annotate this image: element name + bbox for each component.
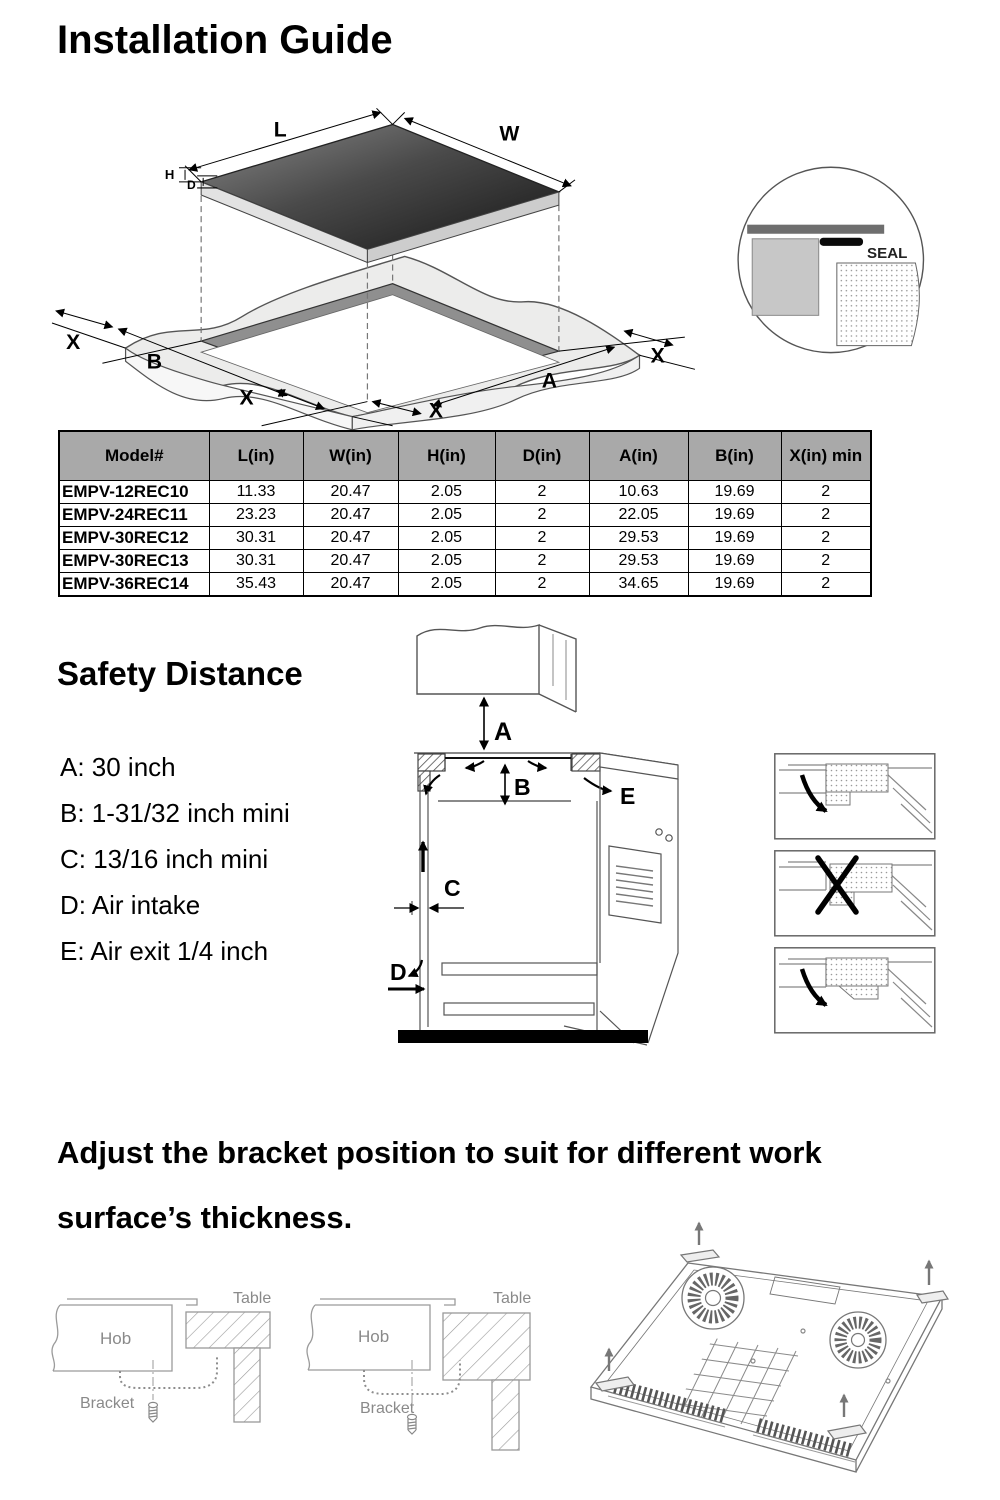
airflow-panel-wrong: [775, 851, 935, 936]
table-cell: 19.69: [688, 550, 781, 573]
table-cell: 2: [781, 527, 871, 550]
table-cross-section: [443, 1313, 530, 1380]
table-cell: 19.69: [688, 527, 781, 550]
table-header-row: [59, 431, 871, 481]
range-hood: [417, 625, 576, 712]
dim-label-x-bottom: X: [428, 399, 444, 423]
table-cell: 34.65: [589, 573, 688, 597]
table-cell: 20.47: [303, 573, 398, 597]
table-cell: 2: [495, 527, 589, 550]
header-cell: L(in): [209, 431, 303, 481]
airflow-panel-correct-2: [775, 948, 935, 1033]
table-cell: 29.53: [589, 550, 688, 573]
model-cell: EMPV-30REC13: [59, 550, 209, 573]
hob-label: Hob: [100, 1329, 132, 1348]
header-cell: A(in): [589, 431, 688, 481]
airflow-detail-panels: [773, 752, 939, 1044]
table-cell: 2: [781, 504, 871, 527]
clearance-label-a: A: [494, 718, 513, 746]
dim-label-h: H: [164, 166, 175, 182]
safety-item-a: A: 30 inch: [60, 752, 176, 782]
table-cell: 2: [781, 550, 871, 573]
table-cell: 2.05: [398, 573, 495, 597]
table-leg-cross-section: [234, 1348, 260, 1422]
clearance-label-c: C: [444, 875, 461, 901]
dim-label-x-bottom-left: X: [239, 386, 254, 410]
safety-distance-list: [60, 752, 290, 982]
model-cell: EMPV-36REC14: [59, 573, 209, 597]
table-cell: 2.05: [398, 481, 495, 504]
clearance-c-dim: [394, 901, 464, 915]
seal-strip: [820, 238, 863, 246]
cooling-fan-icon: [830, 1312, 886, 1368]
header-cell: Model#: [59, 431, 209, 481]
dim-label-b: B: [146, 350, 163, 374]
bracket-label: Bracket: [360, 1400, 415, 1417]
hob-label: Hob: [358, 1327, 390, 1346]
airflow-panel-correct-1: [775, 754, 935, 839]
bracket-heading-line2: surface’s thickness.: [57, 1200, 353, 1235]
table-cell: 11.33: [209, 481, 303, 504]
table-cell: 2.05: [398, 550, 495, 573]
page-title: Installation Guide: [57, 18, 393, 62]
table-cell: 2: [781, 481, 871, 504]
cabinet: [420, 775, 597, 1030]
table-cell: 2: [495, 550, 589, 573]
table-cell: 2.05: [398, 504, 495, 527]
model-cell: EMPV-30REC12: [59, 527, 209, 550]
header-cell: H(in): [398, 431, 495, 481]
safety-item-d: D: Air intake: [60, 890, 201, 920]
header-cell: X(in) min: [781, 431, 871, 481]
seal-label: SEAL: [867, 244, 908, 262]
table-row: [59, 573, 871, 597]
table-cell: 2: [495, 504, 589, 527]
table-cell: 20.47: [303, 504, 398, 527]
table-label: Table: [233, 1290, 272, 1307]
countertop-cross-section: [837, 263, 920, 346]
table-cell: 35.43: [209, 573, 303, 597]
table-row: [59, 550, 871, 573]
table-cell: 2: [495, 481, 589, 504]
dim-label-l: L: [273, 118, 287, 142]
table-cell: 29.53: [589, 527, 688, 550]
table-row: [59, 504, 871, 527]
cooktop-underside-diagram: [553, 1203, 1000, 1500]
screw-icon: [149, 1402, 158, 1422]
safety-item-c: C: 13/16 inch mini: [60, 844, 269, 874]
table-row: [59, 481, 871, 504]
dim-label-a: A: [541, 369, 558, 393]
model-cell: EMPV-24REC11: [59, 504, 209, 527]
clearance-label-e: E: [620, 783, 636, 809]
model-cell: EMPV-12REC10: [59, 481, 209, 504]
table-cell: 22.05: [589, 504, 688, 527]
clearance-label-b: B: [514, 774, 531, 800]
cutout-dimension-diagram: [50, 103, 705, 421]
screw-icon: [408, 1414, 417, 1434]
table-cell: 19.69: [688, 504, 781, 527]
table-cell: 23.23: [209, 504, 303, 527]
safety-item-e: E: Air exit 1/4 inch: [60, 936, 269, 966]
table-cell: 20.47: [303, 481, 398, 504]
dimension-spec-table: [58, 430, 872, 597]
table-cell: 2: [781, 573, 871, 597]
table-leg-cross-section: [492, 1380, 519, 1450]
cabinet-side: [752, 239, 818, 316]
header-cell: B(in): [688, 431, 781, 481]
dim-label-x-right: X: [650, 344, 665, 368]
seal-detail-diagram: [723, 152, 995, 384]
safety-distance-heading: Safety Distance: [57, 655, 303, 692]
safety-item-b: B: 1-31/32 inch mini: [60, 798, 290, 828]
bracket-heading-line1: Adjust the bracket position to suit for different work: [57, 1135, 822, 1170]
table-cell: 30.31: [209, 527, 303, 550]
header-cell: W(in): [303, 431, 398, 481]
dim-label-w: W: [499, 122, 520, 146]
table-cell: 2: [495, 573, 589, 597]
clearance-diagram: [388, 612, 728, 1054]
dim-label-d: D: [187, 177, 196, 192]
table-label: Table: [493, 1290, 532, 1307]
dim-label-x-left: X: [66, 331, 81, 355]
table-cell: 30.31: [209, 550, 303, 573]
table-cell: 2.05: [398, 527, 495, 550]
table-cell: 19.69: [688, 481, 781, 504]
table-cell: 20.47: [303, 527, 398, 550]
table-cross-section: [186, 1312, 270, 1348]
bracket-diagram-thick-top: [290, 1272, 577, 1478]
clearance-label-d: D: [390, 959, 407, 985]
table-row: [59, 527, 871, 550]
bracket-diagram-thin-top: [20, 1272, 302, 1464]
cooktop-edge: [747, 225, 884, 234]
header-cell: D(in): [495, 431, 589, 481]
floor-line: [398, 1030, 648, 1043]
table-cell: 20.47: [303, 550, 398, 573]
cooling-fan-icon: [682, 1267, 744, 1329]
air-exit-arrow: [584, 778, 611, 791]
bracket-label: Bracket: [80, 1395, 135, 1412]
table-cell: 19.69: [688, 573, 781, 597]
table-cell: 10.63: [589, 481, 688, 504]
